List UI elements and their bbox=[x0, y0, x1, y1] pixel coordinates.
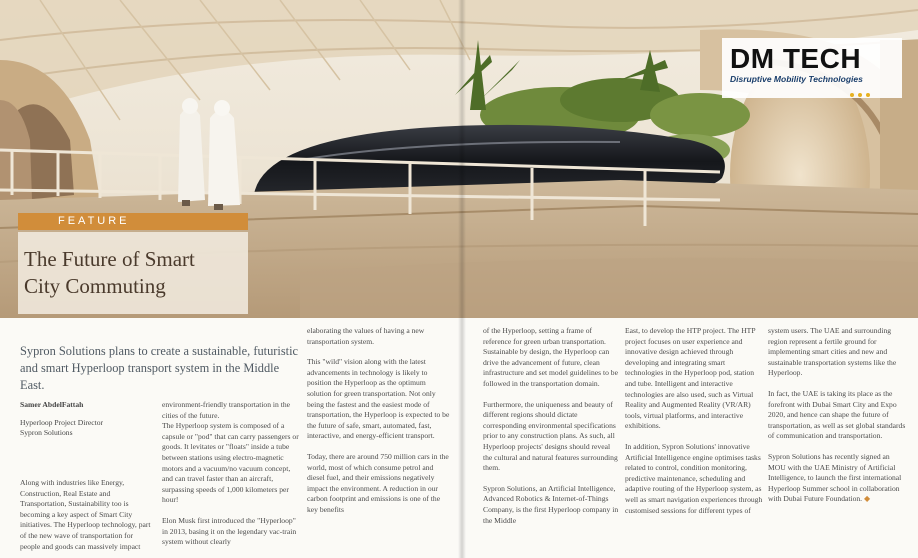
column-1-paragraph-1: Along with industries like Energy, Construction, Real Estate and Transportation, Sustainability too is becoming a key aspect of Smart City initiatives. The Hyperloop technology, part of the new wave of transportation for people and goods can massively impact bbox=[20, 478, 151, 551]
article-title bbox=[24, 246, 248, 300]
logo-tagline: Disruptive Mobility Technologies bbox=[730, 74, 863, 84]
column-3-paragraph-2: This "wild" vision along with the latest advancements in technology is likely to position the Hyperloop as the optimum solution for green transportation. Not only being the fastest and the easiest mode of transportation, the Hyperloop is expected to be the future of safe, smart, automated, fast, interactive, and energy-efficient transport. bbox=[307, 357, 450, 441]
column-2-paragraph-1: environment-friendly transportation in the cities of the future. bbox=[162, 400, 291, 420]
column-5-paragraph-1: East, to develop the HTP project. The HTP project focuses on user experience and innovative design achieved through developing and integrating smart technologies in the Hyperloop pod, station and tube. Intelligent and interactive technologies are also used, such as Virtual Reality and Augmented Reality (VR/AR) tools, virtual platforms, and interactive exhibitions. bbox=[625, 326, 756, 431]
text-column-5 bbox=[625, 326, 763, 516]
column-6-paragraph-2: In fact, the UAE is taking its place as the forefront with Dubai Smart City and Expo 2020, and hence can shape the future of transportation, as well as set global standards of communication and transportation. bbox=[768, 388, 906, 441]
byline bbox=[20, 400, 160, 439]
column-4-paragraph-1: of the Hyperloop, setting a frame of reference for green urban transportation. Sustainable by design, the Hyperloop can drive the advancement of future, clean infrastructure and set model guidelines to be followed in the transportation domain. bbox=[483, 326, 618, 388]
column-3-paragraph-3: Today, there are around 750 million cars in the world, most of which consume petrol and diesel fuel, and their emissions negatively impact the environment. A reduction in our carbon footprint and emissions is one of the key benefits bbox=[307, 451, 449, 514]
article-title-line-2: City Commuting bbox=[24, 274, 166, 298]
article-end-mark: ◆ bbox=[863, 494, 871, 504]
column-3-paragraph-1: elaborating the values of having a new transportation system. bbox=[307, 326, 425, 346]
column-2-paragraph-2: The Hyperloop system is composed of a capsule or "pod" that can carry passengers or goods. It levitates or "floats" inside a tube between stations using electro-magnetic motors and a vacuum/no vacuum concept, and can travel faster than an aircraft, surpassing speeds of 1,000 kilometers per hour! bbox=[162, 421, 299, 505]
article-title-line-1: The Future of Smart bbox=[24, 247, 195, 271]
byline-role: Hyperloop Project Director bbox=[20, 417, 104, 427]
text-column-6 bbox=[768, 326, 908, 505]
byline-company: Sypron Solutions bbox=[20, 428, 73, 437]
logo-dots bbox=[850, 84, 874, 102]
column-6-paragraph-1: system users. The UAE and surrounding region represent a fertile ground for implementing smart cities and new and sustainable transportation systems like the Hyperloop. bbox=[768, 326, 897, 378]
byline-author: Samer AbdelFattah bbox=[20, 400, 84, 409]
text-column-1 bbox=[20, 478, 152, 552]
column-2-paragraph-3: Elon Musk first introduced the "Hyperloop" in 2013, basing it on the legendary vac-train system without clearly bbox=[162, 515, 297, 547]
column-6-paragraph-3 bbox=[768, 452, 908, 505]
article-lead: Sypron Solutions plans to create a sustainable, futuristic and smart Hyperloop transport system in the Middle East. bbox=[20, 344, 299, 392]
headline-panel bbox=[18, 232, 248, 314]
feature-section-tag: FEATURE bbox=[18, 213, 248, 230]
column-4-paragraph-2: Furthermore, the uniqueness and beauty of different regions should dictate corresponding environmental specifications prior to any construction plans. As such, all Hyperloop projects' designs should reveal the cultural and natural features surrounding them. bbox=[483, 399, 618, 473]
text-column-2 bbox=[162, 400, 302, 548]
logo-wordmark: DM TECH bbox=[730, 43, 862, 74]
text-column-3 bbox=[307, 326, 450, 516]
column-5-paragraph-2: In addition, Sypron Solutions' innovative Artificial Intelligence engine optimises tasks related to control, condition monitoring, predictive maintenance, scheduling and adaptive routing of the Hyperloop system, as well as smart navigation experiences through customised sessions for different types of bbox=[625, 441, 763, 515]
column-4-paragraph-3: Sypron Solutions, an Artificial Intelligence, Advanced Robotics & Internet-of-Things Company, is the first Hyperloop company in the Middle bbox=[483, 483, 619, 525]
text-column-4 bbox=[483, 326, 621, 526]
column-6-paragraph-3-text: Sypron Solutions has recently signed an MOU with the UAE Ministry of Artificial Intelligence, to launch the first international Hyperloop Summer school in collaboration with Dubai Future Foundation. bbox=[768, 451, 902, 504]
dm-tech-logo bbox=[722, 38, 902, 98]
page-spread-gutter bbox=[458, 0, 466, 558]
